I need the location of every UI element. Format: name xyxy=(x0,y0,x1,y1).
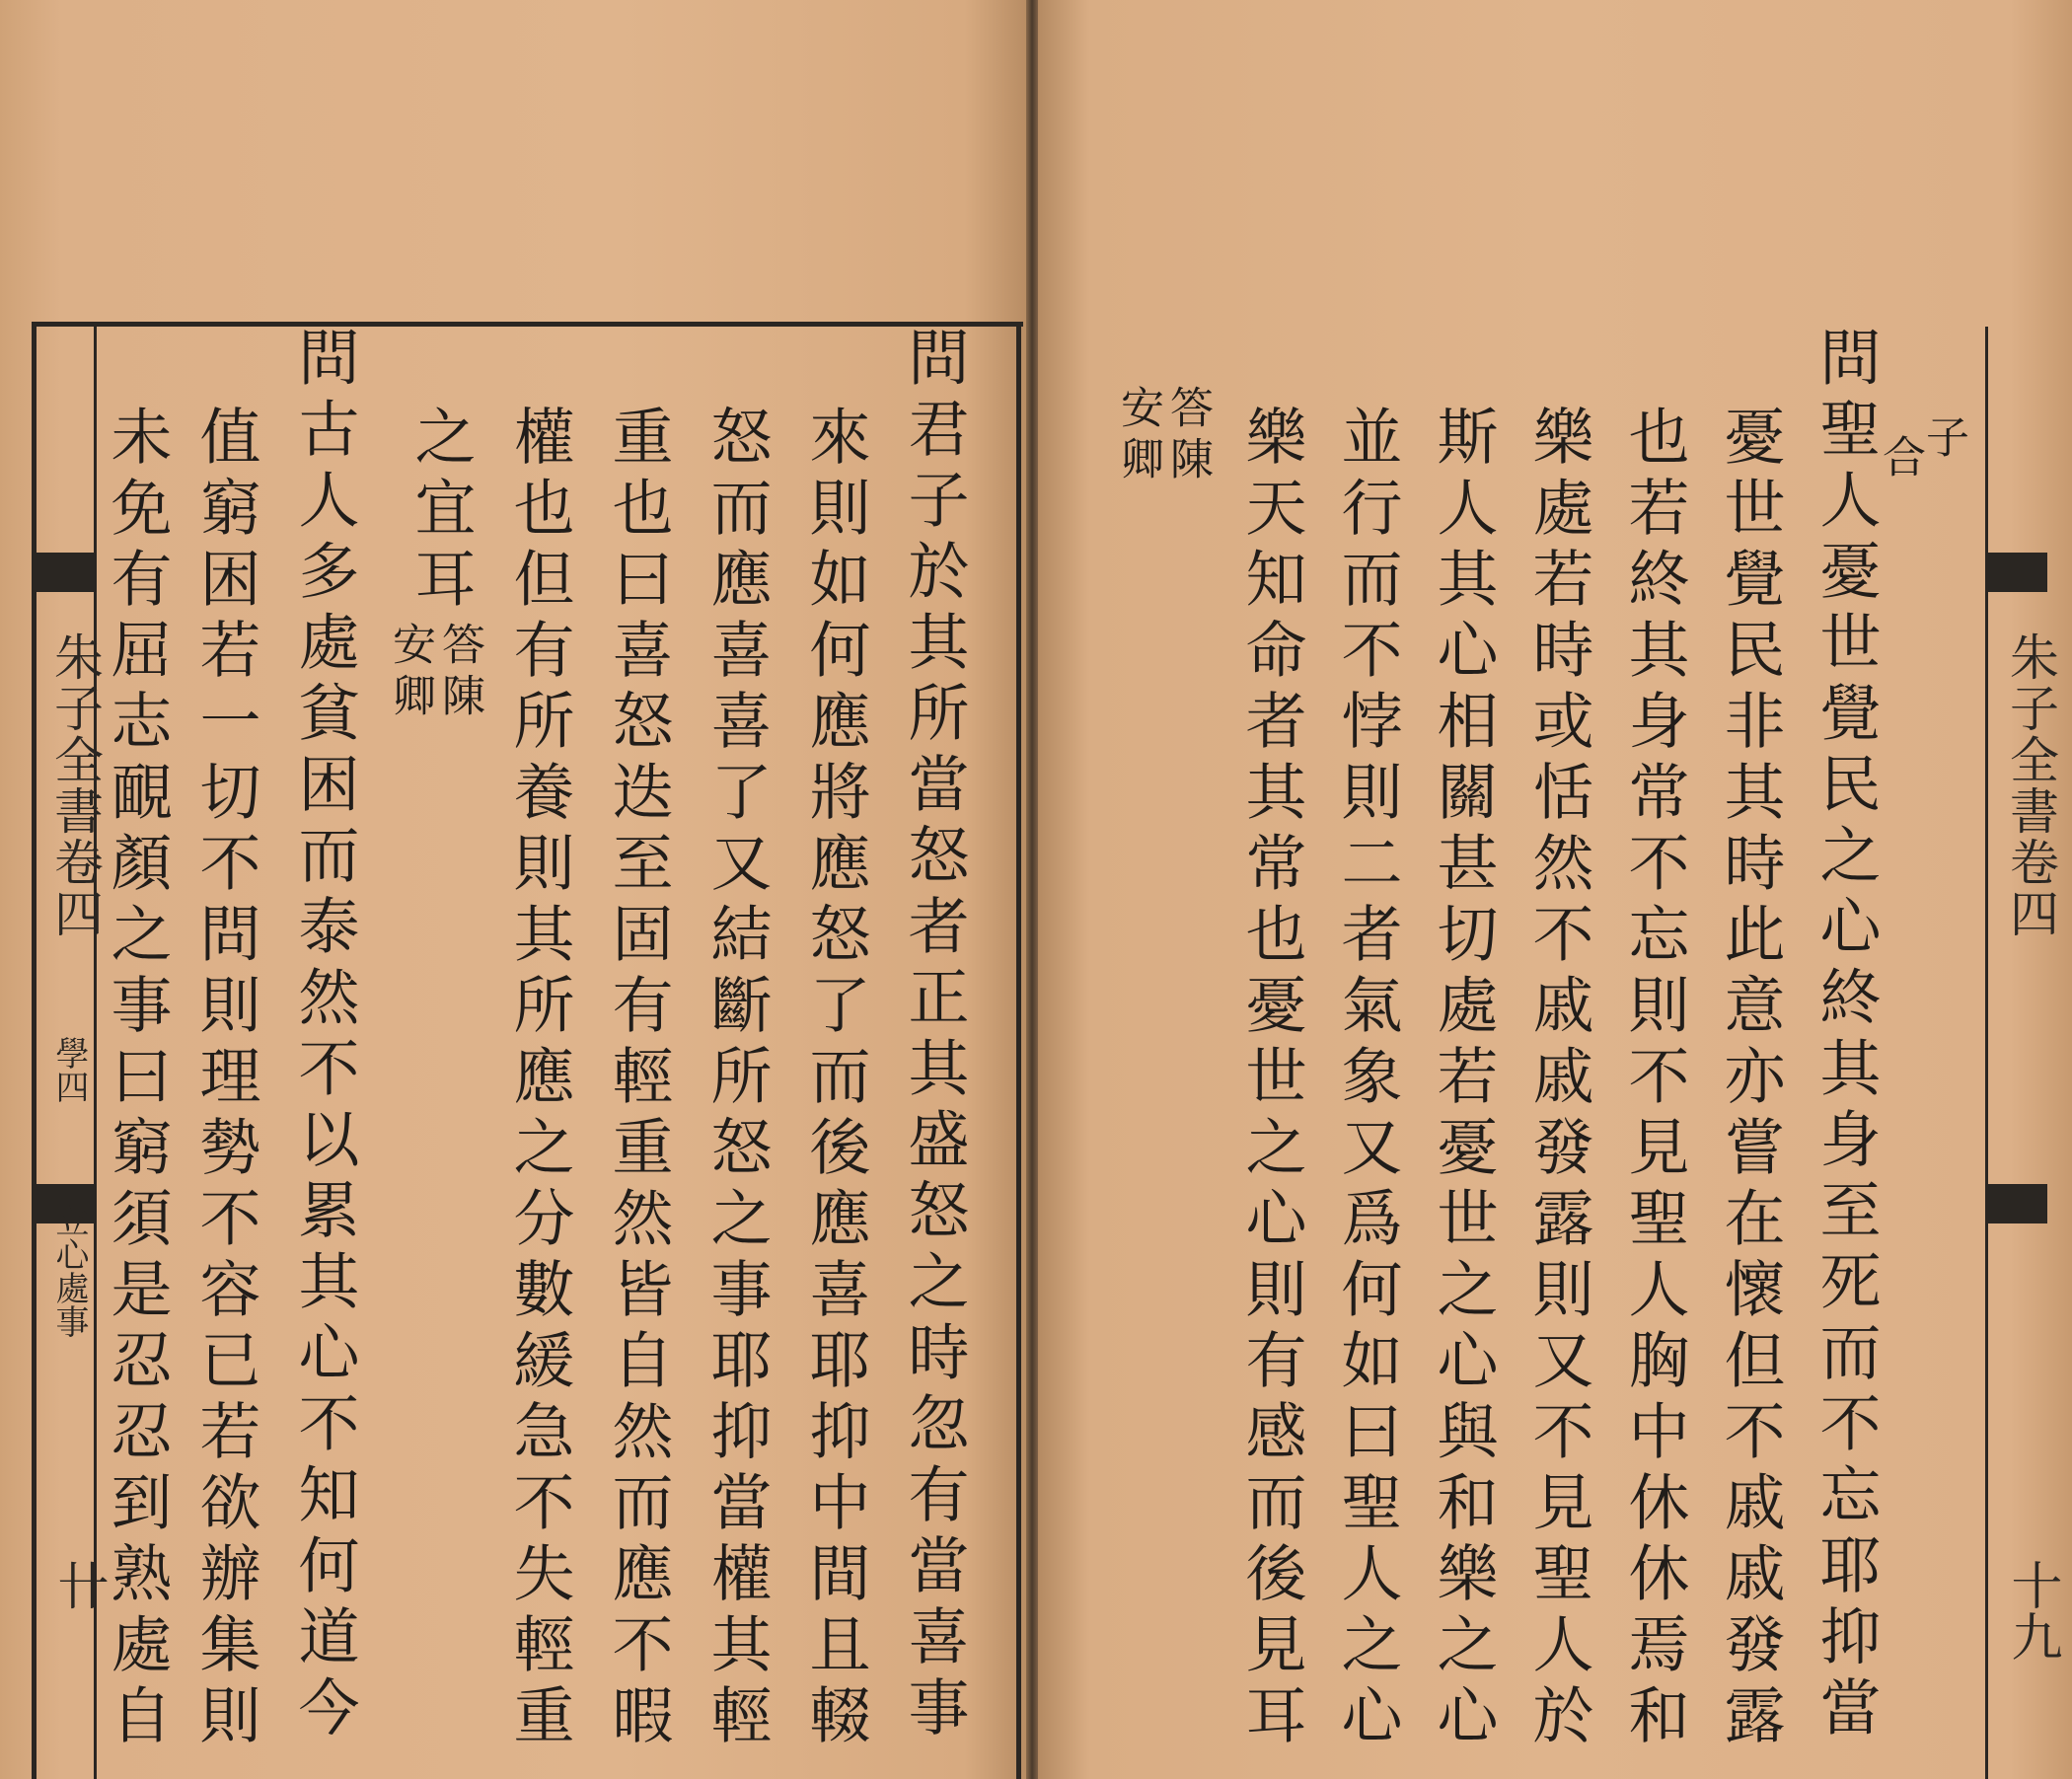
right-page xyxy=(1038,0,2072,1779)
text-column: 值窮困若一切不問則理勢不容已若欲辦集則 xyxy=(189,405,261,1754)
tag-column: 合 xyxy=(1875,434,1925,485)
left-margin-section: 學四 xyxy=(49,1036,89,1103)
text-column: 憂世覺民非其時此意亦嘗在懷但不戚戚發露 xyxy=(1714,405,1786,1754)
note-column: 安卿 xyxy=(385,622,435,724)
left-margin-page-number: 卄 xyxy=(48,1559,108,1610)
right-margin-rule xyxy=(1985,327,1988,1779)
text-column: 斯人其心相關甚切處若憂世之心與和樂之心 xyxy=(1427,405,1499,1754)
text-column: 樂天知命者其常也憂世之心則有感而後見耳 xyxy=(1235,405,1307,1754)
text-column: 問聖人憂世覺民之心終其身至死而不忘耶抑當 xyxy=(1810,326,1882,1746)
right-fishtail-bottom xyxy=(1988,1184,2047,1223)
note-column: 安卿 xyxy=(1113,385,1163,487)
text-column: 也若終其身常不忘則不見聖人胸中休休焉和 xyxy=(1618,405,1690,1754)
left-inner-rule xyxy=(1016,327,1021,1779)
text-column: 樂處若時或恬然不戚戚發露則又不見聖人於 xyxy=(1522,405,1594,1754)
text-column: 未免有屈志靦顏之事曰窮須是忍忍到熟處自 xyxy=(101,405,173,1754)
left-page xyxy=(0,0,1026,1779)
text-column: 並行而不悖則二者氣象又爲何如曰聖人之心 xyxy=(1331,405,1403,1754)
book-gutter xyxy=(1026,0,1038,1779)
text-column: 怒而應喜喜了又結斷所怒之事耶抑當權其輕 xyxy=(701,405,773,1754)
note-column: 答陳 xyxy=(1162,385,1213,487)
left-margin-title: 朱子全書卷四 xyxy=(46,631,104,939)
text-column: 重也曰喜怒迭至固有輕重然皆自然而應不暇 xyxy=(602,405,674,1754)
text-column: 問君子於其所當怒者正其盛怒之時忽有當喜事 xyxy=(898,326,970,1746)
text-column: 權也但有所養則其所應之分數緩急不失輕重 xyxy=(503,405,575,1754)
text-column: 來則如何應將應怒了而後應喜耶抑中間且輟 xyxy=(799,405,871,1754)
tag-column: 子 xyxy=(1918,414,1968,466)
left-fishtail-top xyxy=(32,553,94,592)
right-fishtail-top xyxy=(1988,553,2047,592)
text-column: 問古人多處貧困而泰然不以累其心不知何道今 xyxy=(288,326,360,1746)
text-column: 之宜耳 xyxy=(405,405,477,618)
right-margin-title: 朱子全書卷四 xyxy=(2002,631,2059,939)
note-column: 答陳 xyxy=(434,622,484,724)
left-margin-topic: 立心處事 xyxy=(49,1204,89,1338)
right-margin-page-number: 十九 xyxy=(2002,1559,2061,1662)
